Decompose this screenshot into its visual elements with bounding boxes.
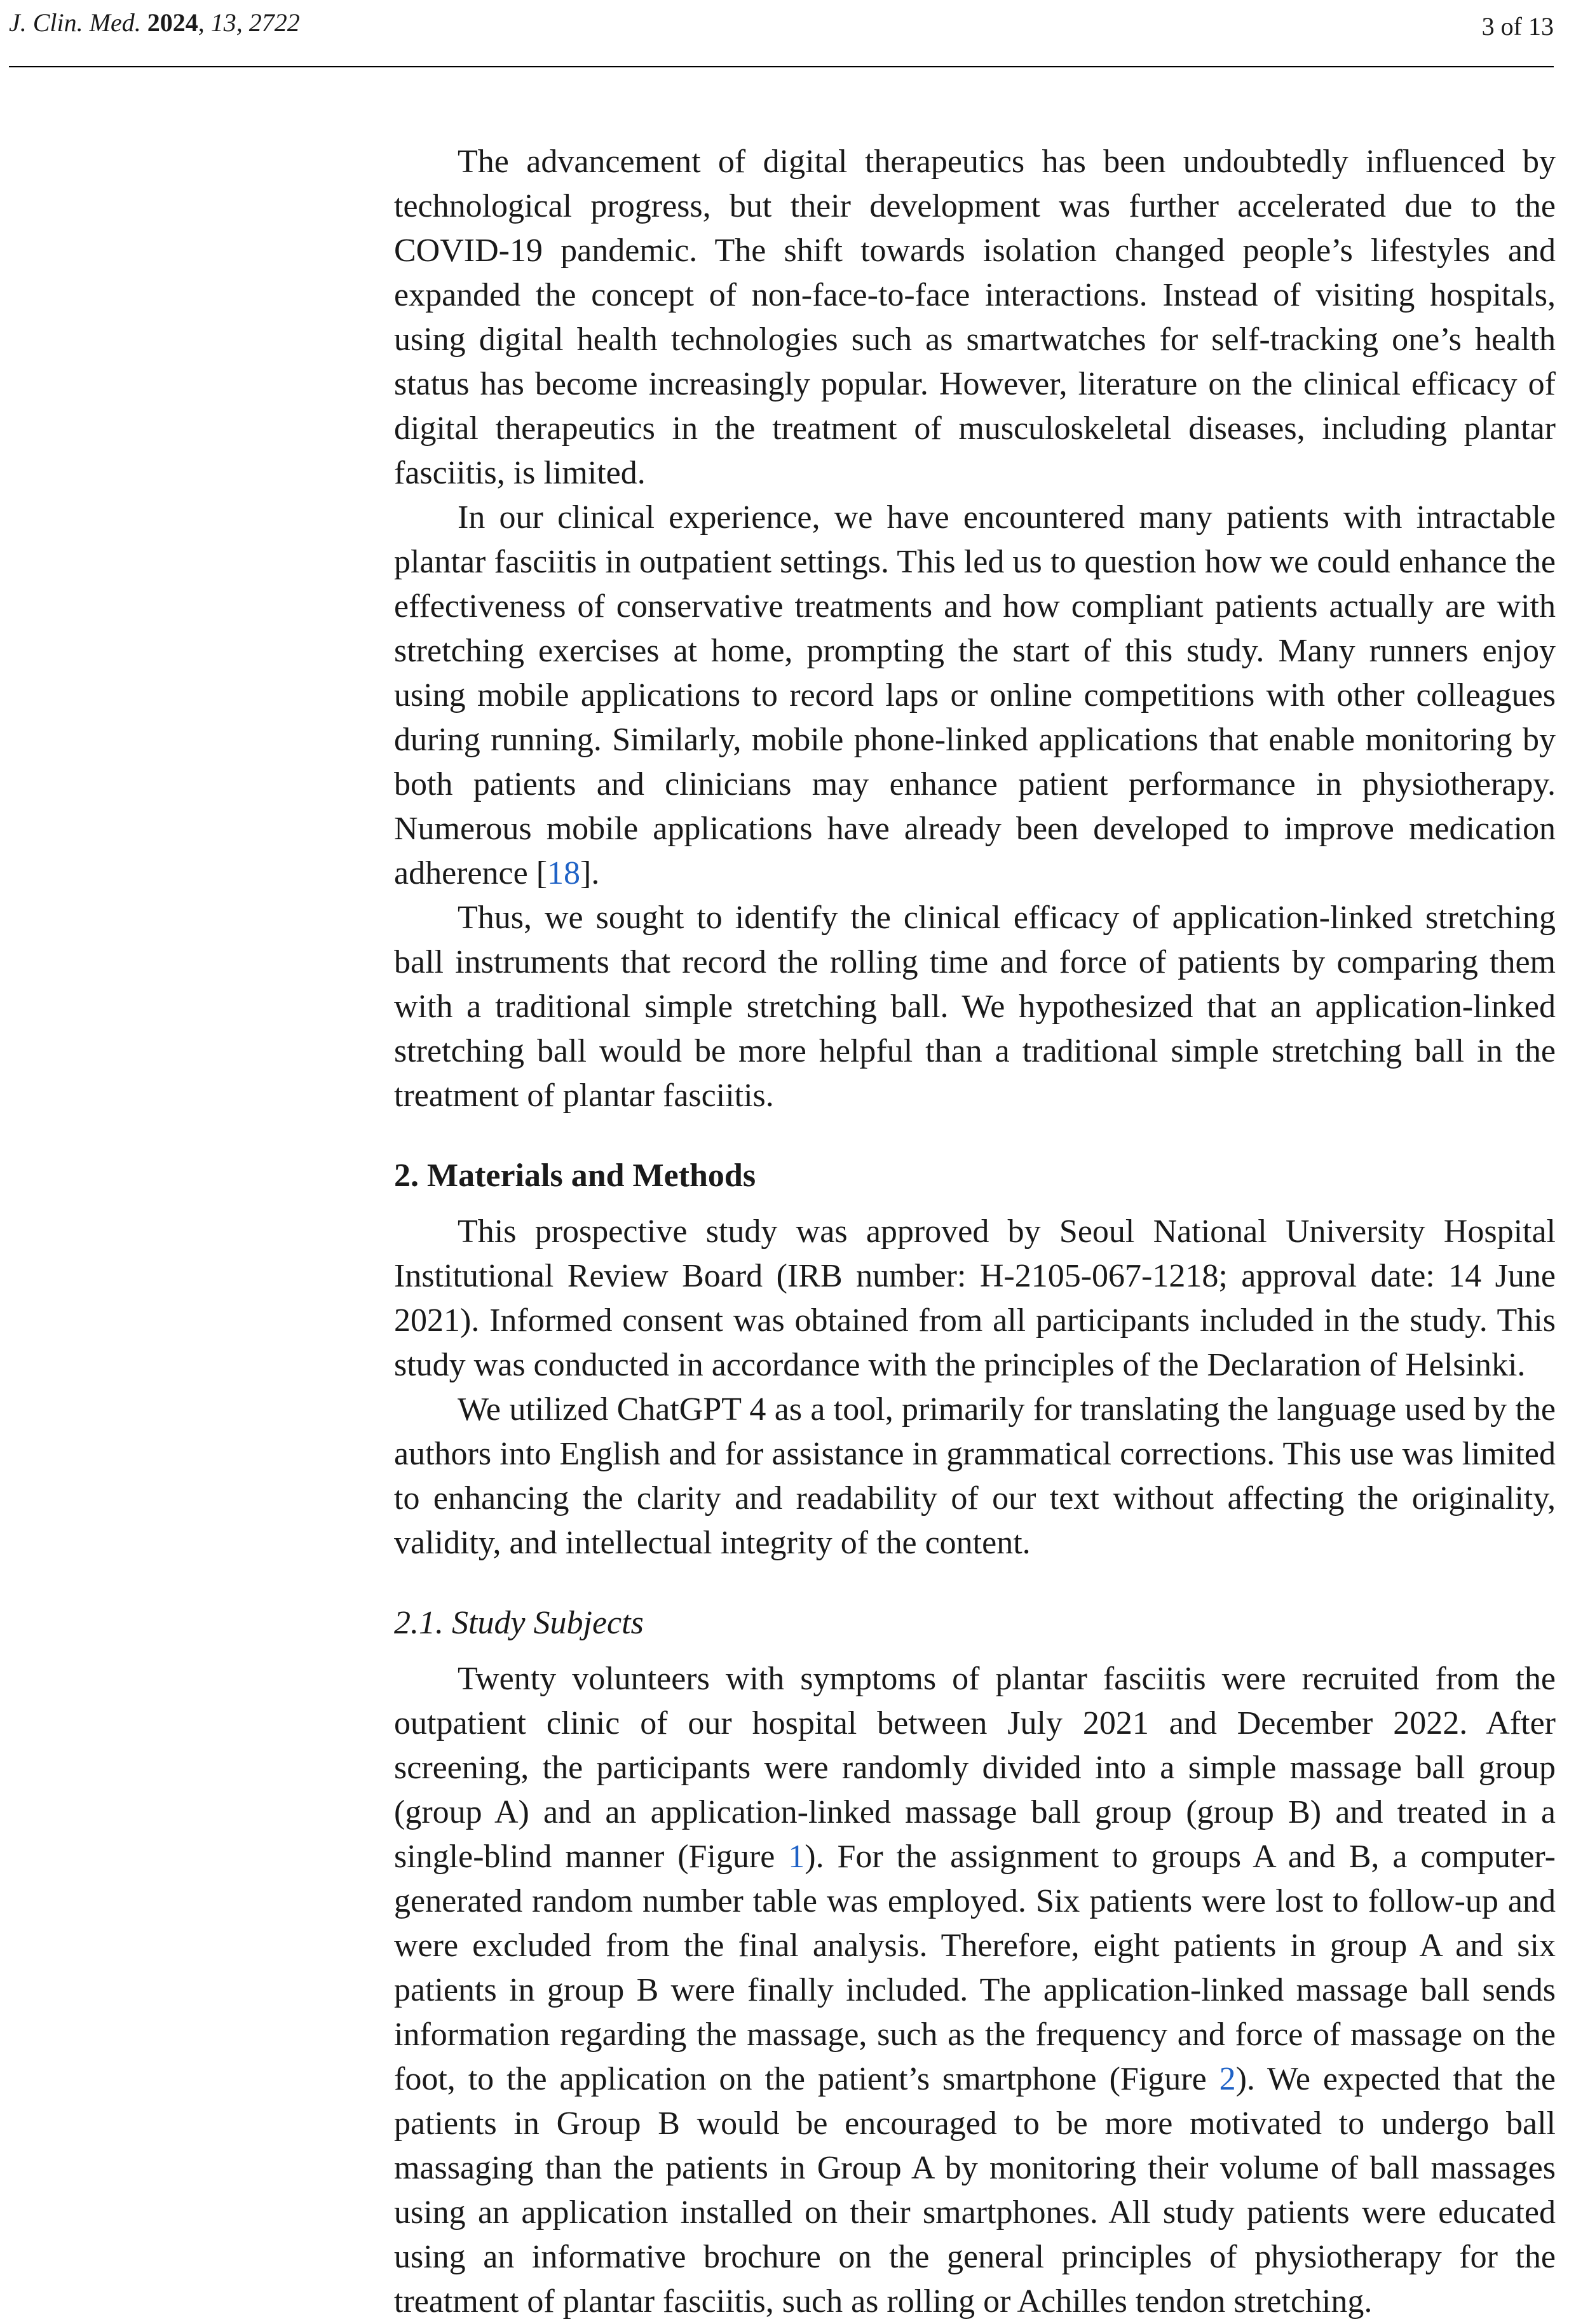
page-number: 3 of 13 — [1481, 12, 1554, 41]
journal-year: 2024 — [147, 8, 198, 37]
paragraph-digital-therapeutics: The advancement of digital therapeutics has been undoubtedly influenced by technological progress, but their development was further accelerated due to the COVID-19 pandemic. The shift towards isolation changed people’s lifestyles and expanded the concept of non-face-to-face interactions. Instead of visiting hospitals, using digital health technologies such as smartwatches for self-tracking one’s health status has become increasingly popular. However, literature on the clinical efficacy of digital therapeutics in the treatment of musculoskeletal diseases, including plantar fasciitis, is limited. — [394, 144, 1556, 491]
subsection-heading-study-subjects: 2.1. Study Subjects — [394, 1605, 644, 1641]
paragraph-text: ). We expected that the patients in Group B would be encouraged to be more motivated to undergo ball massaging than the patients in Group A by monitoring their volume of ball massages using an application installed on their smartphones. All study patients were educated using an informative brochure on the general principles of physiotherapy for the treatment of plantar fasciitis, such as rolling or Achilles tendon stretching. — [394, 2061, 1556, 2320]
paragraph-hypothesis: Thus, we sought to identify the clinical efficacy of application-linked stretching ball instruments that record the rolling time and force of patients by comparing them with a traditional simple stretching ball. We hypothesized that an application-linked stretching ball would be more helpful than a traditional simple stretching ball in the treatment of plantar fasciitis. — [394, 900, 1556, 1114]
page-header — [9, 0, 1554, 67]
journal-citation — [9, 8, 300, 37]
paragraph-clinical-experience — [394, 496, 1556, 896]
paragraph-text: ). For the assignment to groups A and B, a computer-generated random number table was employed. Six patients were lost to follow-up and were excluded from the final analysis. Therefore, eight patients in group A and six patients in group B were finally included. The application-linked massage ball sends information regarding the massage, such as the frequency and force of massage on the foot, to the application on the patient’s smartphone (Figure — [394, 1839, 1556, 2097]
paragraph-text: In our clinical experience, we have encountered many patients with intractable plantar fasciitis in outpatient settings. This led us to question how we could enhance the effectiveness of conservative treatments and how compliant patients actually are with stretching exercises at home, prompting the start of this study. Many runners enjoy using mobile applications to record laps or online competitions with other colleagues during running. Similarly, mobile phone-linked applications that enable monitoring by both patients and clinicians may enhance patient performance in physiotherapy. Numerous mobile applications have already been developed to improve medication adherence [ — [394, 499, 1556, 891]
paragraph-text: Twenty volunteers with symptoms of plantar fasciitis were recruited from the outpatient clinic of our hospital between July 2021 and December 2022. After screening, the participants were randomly divided into a simple massage ball group (group A) and an application-linked massage ball group (group B) and treated in a single-blind manner (Figure — [394, 1661, 1556, 1875]
journal-name: J. Clin. Med. — [9, 8, 141, 37]
article-body — [394, 140, 1556, 2324]
paragraph-chatgpt-use: We utilized ChatGPT 4 as a tool, primarily for translating the language used by the authors into English and for assistance in grammatical corrections. This use was limited to enhancing the clarity and readability of our text without affecting the originality, validity, and intellectual integrity of the content. — [394, 1391, 1556, 1561]
paragraph-irb-approval: This prospective study was approved by Seoul National University Hospital Institutional Review Board (IRB number: H-2105-067-1218; approval date: 14 June 2021). Informed consent was obtained from all participants included in the study. This study was conducted in accordance with the principles of the Declaration of Helsinki. — [394, 1213, 1556, 1383]
paragraph-text: ]. — [580, 855, 600, 891]
figure-link-2[interactable]: 2 — [1219, 2061, 1236, 2097]
journal-volume: , 13, 2722 — [198, 8, 300, 37]
paragraph-study-subjects — [394, 1657, 1556, 2324]
figure-link-1[interactable]: 1 — [788, 1839, 805, 1875]
section-heading-materials-methods: 2. Materials and Methods — [394, 1158, 756, 1194]
citation-link-18[interactable]: 18 — [547, 855, 581, 891]
